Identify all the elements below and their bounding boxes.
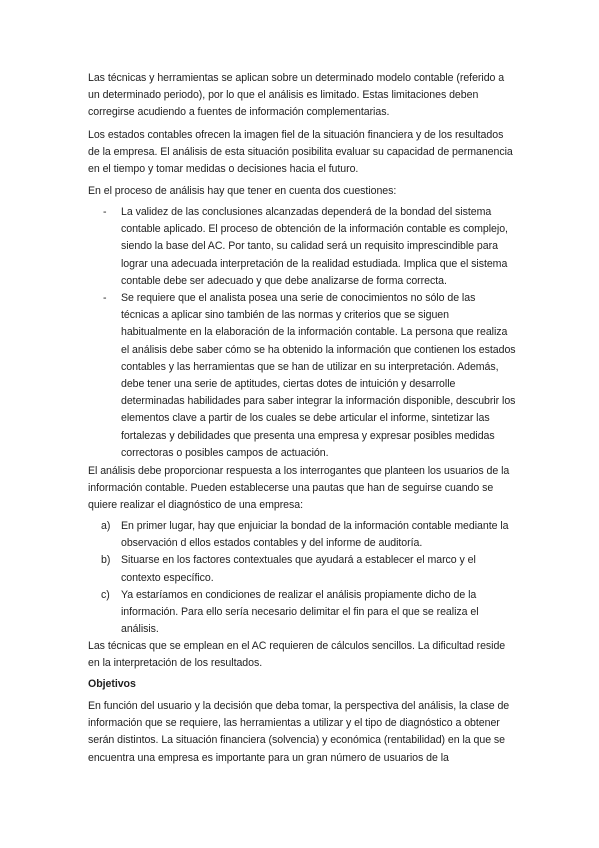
list-item bbox=[101, 204, 516, 290]
list-marker: - bbox=[103, 292, 107, 305]
section-heading-objetivos: Objetivos bbox=[88, 678, 136, 690]
list-item-text: En primer lugar, hay que enjuiciar la bondad de la información contable mediante la observación d ellos estados contables y del informe de auditoría. bbox=[121, 520, 509, 550]
paragraph-interrogantes: El análisis debe proporcionar respuesta a los interrogantes que planteen los usuarios de la información contable. Pueden establecerse una pautas que han de seguirse cuando se quiere realizar el diagnóstico de una empresa: bbox=[88, 465, 510, 512]
list-marker: - bbox=[103, 206, 107, 218]
pautas-list bbox=[101, 518, 516, 638]
paragraph-tecnicas: Las técnicas que se emplean en el AC requieren de cálculos sencillos. La dificultad reside en la interpretación de los resultados. bbox=[88, 640, 506, 670]
list-marker: b) bbox=[101, 554, 111, 567]
list-item bbox=[101, 290, 516, 462]
paragraph-limitaciones: Las técnicas y herramientas se aplican sobre un determinado modelo contable (referido a un determinado periodo), por lo que el análisis es limitado. Estas limitaciones deben corregirse acudiendo a fuentes de información complementarias. bbox=[88, 72, 505, 119]
list-item-text: Se requiere que el analista posea una serie de conocimientos no sólo de las técnicas a aplicar sino también de las normas y criterios que se siguen habitualmente en la elaboración de la información contable. La persona que realiza el análisis debe saber cómo se ha obtenido la información que contienen los estados contables y las herramientas que se han de utilizar en su interpretación. Además, debe tener una serie de aptitudes, ciertas dotes de intuición y desarrolle determinadas habilidades para saber integrar la información disponible, descubrir los elementos clave a partir de los cuales se debe articular el informe, sintetizar las fortalezas y debilidades que presenta una empresa y expresar posibles medidas correctoras o posibles campos de actuación. bbox=[121, 292, 516, 459]
list-item bbox=[101, 518, 516, 552]
paragraph-estados-contables: Los estados contables ofrecen la imagen fiel de la situación financiera y de los resultados de la empresa. El análisis de esta situación posibilita evaluar su capacidad de permanencia en el tiempo y tomar medidas o decisiones hacia el futuro. bbox=[88, 129, 513, 176]
list-item bbox=[101, 552, 516, 586]
paragraph-objetivos: En función del usuario y la decisión que deba tomar, la perspectiva del análisis, la clase de información que se requiere, las herramientas a utilizar y el tipo de diagnóstico a obtener serán distintos. La situación financiera (solvencia) y económica (rentabilidad) en la que se encuentra una empresa es importante para un gran número de usuarios de la bbox=[88, 700, 510, 764]
paragraph-cuestiones-intro: En el proceso de análisis hay que tener en cuenta dos cuestiones: bbox=[88, 185, 397, 197]
cuestiones-list bbox=[101, 204, 516, 462]
list-item bbox=[101, 587, 516, 639]
list-item-text: Situarse en los factores contextuales que ayudará a establecer el marco y el contexto específico. bbox=[121, 554, 476, 584]
list-item-text: Ya estaríamos en condiciones de realizar el análisis propiamente dicho de la información. Para ello sería necesario delimitar el fin para el que se realiza el análisis. bbox=[121, 588, 479, 636]
list-marker: a) bbox=[101, 520, 111, 532]
list-item-text: La validez de las conclusiones alcanzadas dependerá de la bondad del sistema contable aplicado. El proceso de obtención de la información contable es complejo, siendo la base del AC. Por tanto, su calidad será un requisito imprescindible para lograr una adecuada interpretación de la realidad estudiada. Implica que el sistema contable debe ser adecuado y que debe analizarse de forma correcta. bbox=[121, 206, 508, 287]
list-marker: c) bbox=[101, 588, 110, 601]
